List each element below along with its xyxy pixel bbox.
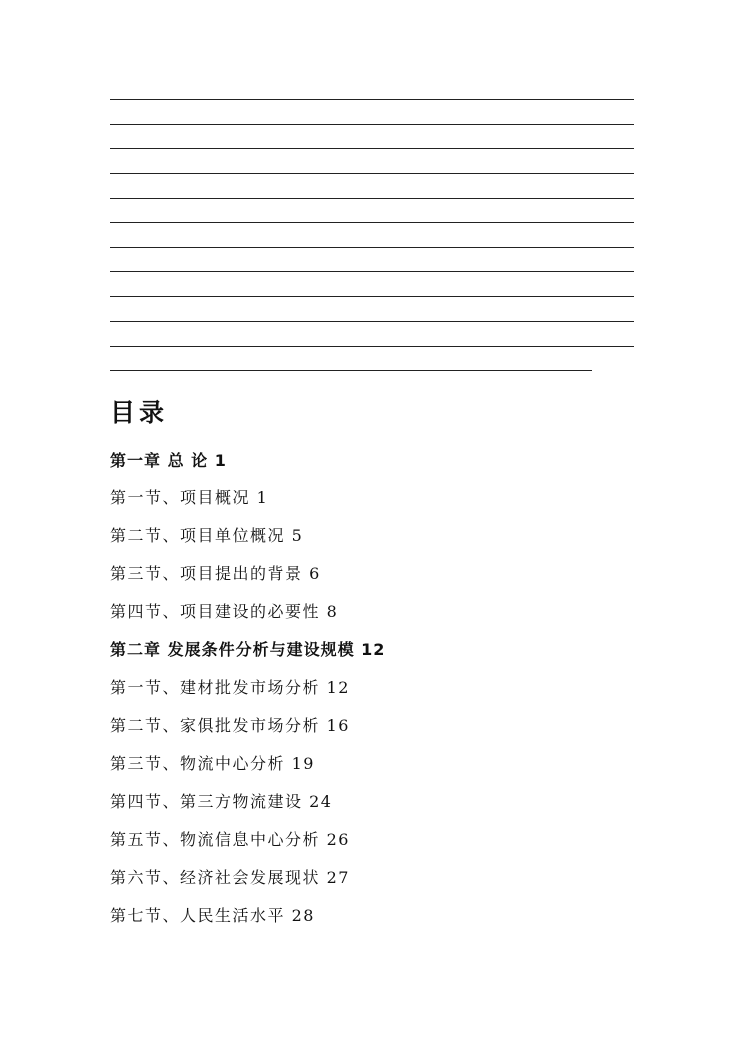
toc-section-2-2[interactable]: 第二节、家俱批发市场分析 16 [110,716,350,735]
toc-section-1-3[interactable]: 第三节、项目提出的背景 6 [110,564,321,583]
toc-section-2-5[interactable]: 第五节、物流信息中心分析 26 [110,830,350,849]
toc-section-2-4[interactable]: 第四节、第三方物流建设 24 [110,792,333,811]
blank-line [110,271,634,272]
toc-section-2-1[interactable]: 第一节、建材批发市场分析 12 [110,678,350,697]
toc-section-2-3[interactable]: 第三节、物流中心分析 19 [110,754,315,773]
blank-line [110,370,592,371]
toc-section-1-1[interactable]: 第一节、项目概况 1 [110,488,269,507]
blank-line [110,346,634,347]
blank-line [110,222,634,223]
blank-line [110,321,634,322]
blank-line [110,296,634,297]
blank-line [110,99,634,100]
toc-section-2-6[interactable]: 第六节、经济社会发展现状 27 [110,868,350,887]
blank-line [110,124,634,125]
blank-line [110,173,634,174]
blank-line [110,198,634,199]
blank-line [110,148,634,149]
toc-chapter-1[interactable]: 第一章 总 论 1 [110,451,227,470]
toc-section-2-7[interactable]: 第七节、人民生活水平 28 [110,906,315,925]
toc-chapter-2[interactable]: 第二章 发展条件分析与建设规模 12 [110,640,386,659]
toc-title: 目录 [110,398,169,427]
blank-line [110,247,634,248]
toc-section-1-4[interactable]: 第四节、项目建设的必要性 8 [110,602,339,621]
toc-section-1-2[interactable]: 第二节、项目单位概况 5 [110,526,304,545]
